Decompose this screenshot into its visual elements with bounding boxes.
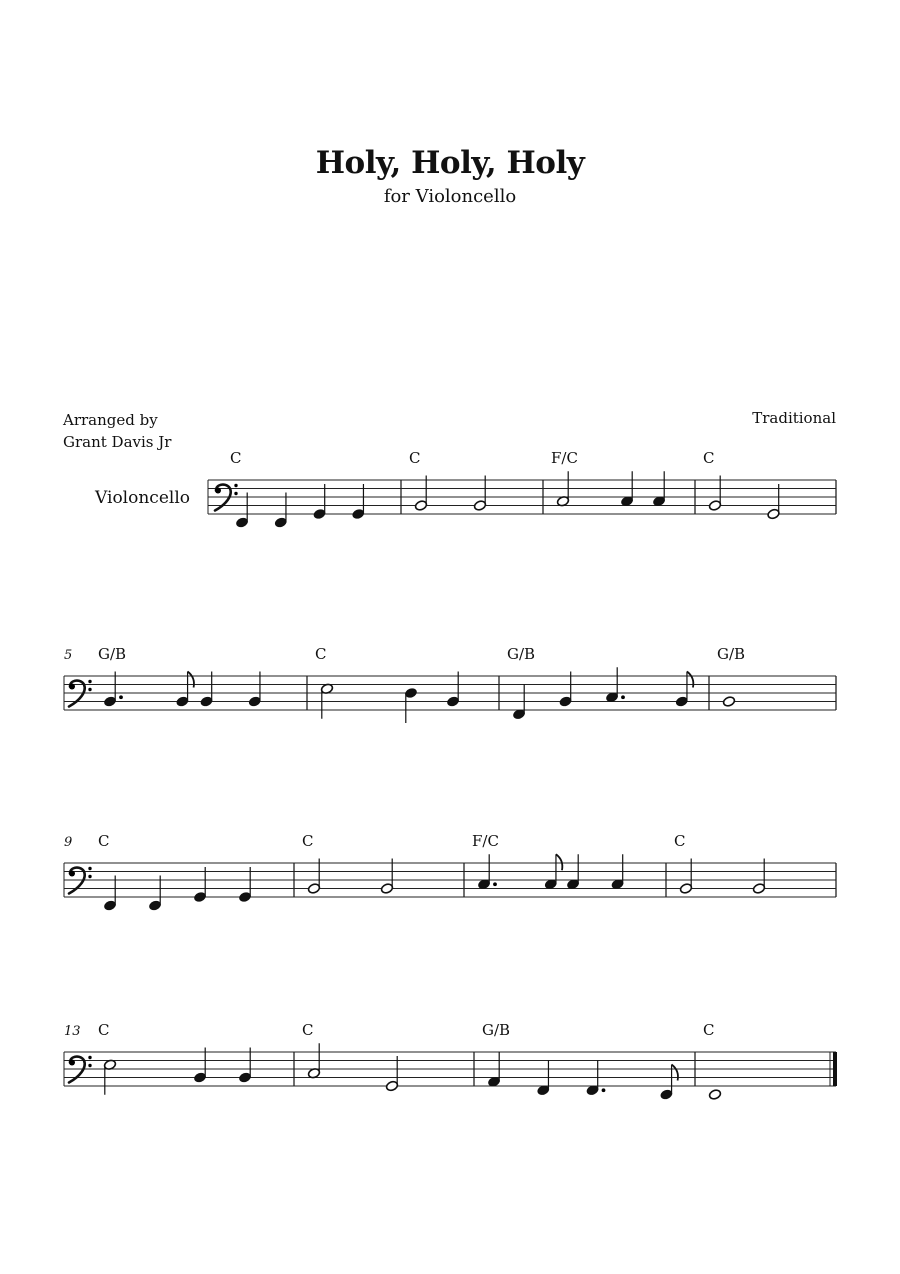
note xyxy=(320,683,333,719)
staff-system xyxy=(64,645,836,723)
note xyxy=(559,672,572,708)
chord-symbol: C xyxy=(302,832,314,850)
note xyxy=(193,1048,206,1084)
note xyxy=(512,684,525,720)
note-flag xyxy=(687,672,693,688)
bass-clef-dot xyxy=(88,680,91,683)
arranger-name: Grant Davis Jr xyxy=(63,433,172,451)
note xyxy=(473,476,486,512)
chord-symbol: G/B xyxy=(98,645,127,663)
note xyxy=(611,854,624,890)
note xyxy=(404,687,417,723)
bass-clef-dot xyxy=(215,488,221,494)
note xyxy=(148,876,161,912)
note xyxy=(708,476,721,512)
note xyxy=(544,854,562,890)
note xyxy=(487,1052,500,1088)
augmentation-dot xyxy=(621,695,625,699)
instrument-label: Violoncello xyxy=(95,488,190,508)
bass-clef-dot xyxy=(69,871,75,877)
chord-symbol: F/C xyxy=(472,832,499,850)
bass-clef-dot xyxy=(234,492,237,495)
note xyxy=(652,471,665,507)
chord-symbol: C xyxy=(409,449,421,467)
page-subtitle: for Violoncello xyxy=(383,186,517,207)
chord-symbol: G/B xyxy=(482,1021,511,1039)
chord-symbol: C xyxy=(703,1021,715,1039)
note xyxy=(679,859,692,895)
bass-clef-dot xyxy=(69,684,75,690)
measure-number: 13 xyxy=(64,1024,81,1039)
bass-clef-dot xyxy=(88,1064,91,1067)
note xyxy=(620,471,633,507)
staff-system xyxy=(64,1021,837,1100)
note xyxy=(352,484,365,520)
note xyxy=(238,867,251,903)
measure-number: 9 xyxy=(64,835,73,850)
final-barline-thick xyxy=(833,1052,837,1086)
augmentation-dot xyxy=(119,695,123,699)
note-flag xyxy=(672,1065,678,1081)
note xyxy=(385,1056,398,1092)
page-title: Holy, Holy, Holy xyxy=(315,145,585,181)
augmentation-dot xyxy=(493,882,497,886)
note xyxy=(248,672,261,708)
note xyxy=(274,493,287,529)
note xyxy=(307,859,320,895)
bass-clef-dot xyxy=(69,1060,75,1066)
arranger-label: Arranged by xyxy=(63,411,158,429)
note xyxy=(103,1059,116,1095)
note-flag xyxy=(556,854,562,870)
note xyxy=(566,854,579,890)
note xyxy=(752,859,765,895)
staff-system xyxy=(94,449,836,528)
note xyxy=(767,484,780,520)
augmentation-dot xyxy=(602,1088,606,1092)
note xyxy=(193,867,206,903)
note xyxy=(605,667,625,703)
note xyxy=(307,1043,320,1079)
chord-symbol: C xyxy=(98,832,110,850)
chord-symbol: C xyxy=(674,832,686,850)
bass-clef-dot xyxy=(88,867,91,870)
bass-clef-dot xyxy=(88,1056,91,1059)
note xyxy=(414,476,427,512)
chord-symbol: C xyxy=(302,1021,314,1039)
staff-system xyxy=(64,832,836,911)
measure-number: 5 xyxy=(64,648,73,663)
chord-symbol: C xyxy=(230,449,242,467)
note xyxy=(380,859,393,895)
note xyxy=(446,672,459,708)
note xyxy=(537,1060,550,1096)
bass-clef-dot xyxy=(88,875,91,878)
chord-symbol: G/B xyxy=(717,645,746,663)
note xyxy=(200,672,213,708)
bass-clef-dot xyxy=(88,688,91,691)
note xyxy=(103,876,116,912)
note-flag xyxy=(188,672,194,688)
chord-symbol: C xyxy=(315,645,327,663)
note xyxy=(238,1048,251,1084)
note xyxy=(556,471,569,507)
notehead xyxy=(722,696,735,708)
note xyxy=(586,1060,606,1096)
notehead xyxy=(708,1089,721,1101)
chord-symbol: F/C xyxy=(551,449,578,467)
note xyxy=(313,484,326,520)
note xyxy=(235,493,248,529)
bass-clef-dot xyxy=(234,484,237,487)
chord-symbol: C xyxy=(703,449,715,467)
note xyxy=(722,696,735,708)
chord-symbol: C xyxy=(98,1021,110,1039)
note xyxy=(660,1065,678,1101)
note xyxy=(708,1089,721,1101)
composer-credit: Traditional xyxy=(752,409,836,427)
note xyxy=(477,854,497,890)
chord-symbol: G/B xyxy=(507,645,536,663)
